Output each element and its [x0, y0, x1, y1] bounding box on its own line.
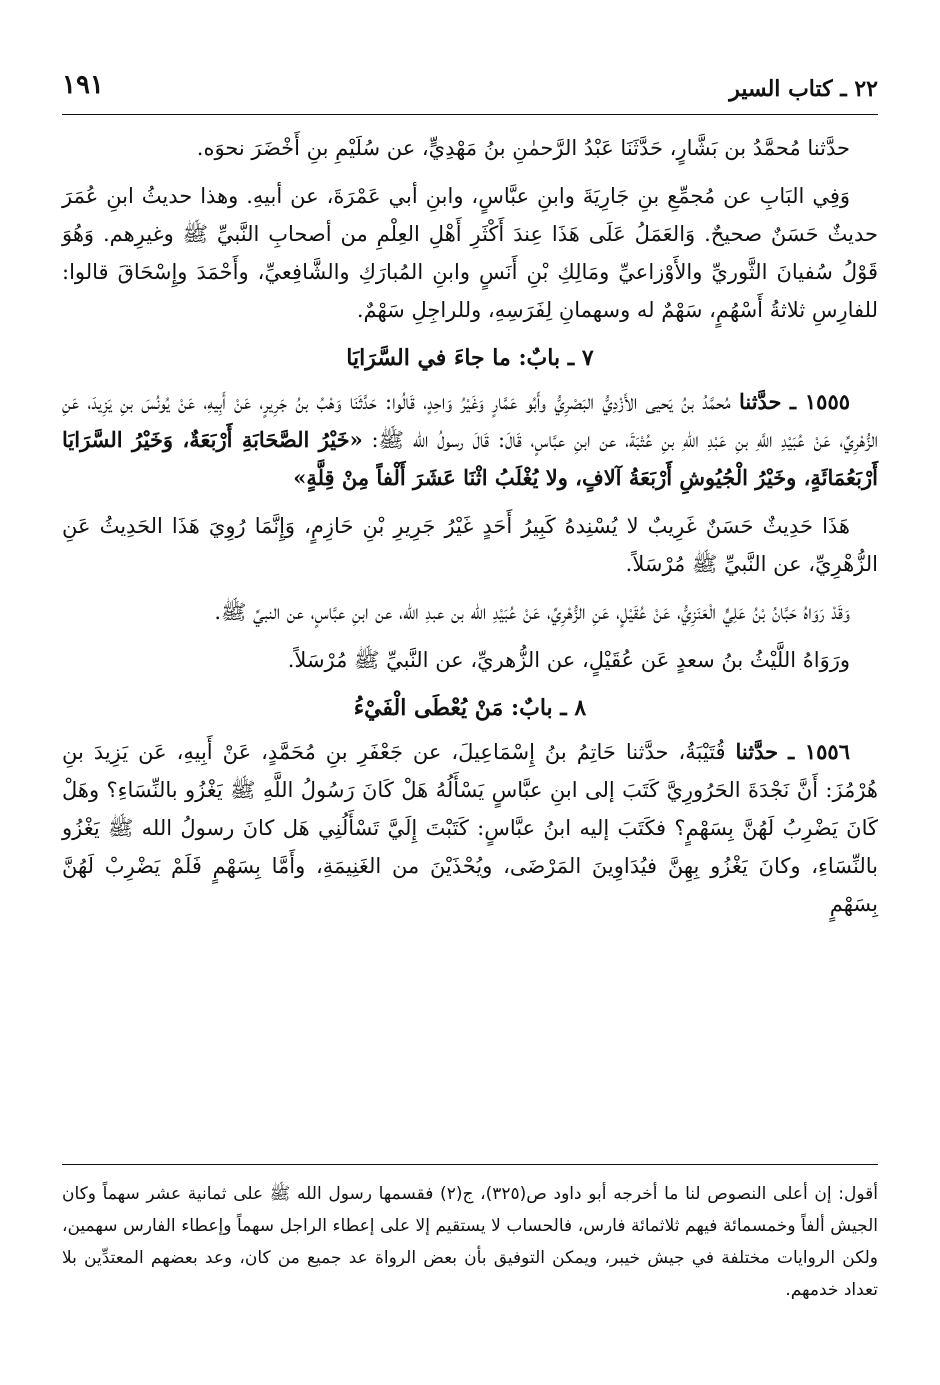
paragraph-grading: هَذَا حَدِيثٌ حَسَنٌ غَرِيبٌ لا يُسْنِدهُ كَبِيرُ أَحَدٍ غَيْرُ جَرِيرِ بْنِ حَازِمٍ، وَإِنَّمَا رُوِيَ هَذَا الحَدِيثُ عَنِ الزُّهْرِيِّ، عن النَّبيِّ ﷺ مُرْسَلاً.	[62, 514, 878, 576]
paragraph-riwaya-1: وَقَدْ رَوَاهُ حَبَّانُ بْنُ عَلِيٍّ الْعَنَزِيُّ، عَنْ عُقَيْلٍ، عَنِ الزُّهْرِيِّ، عَنْ عُبَيْدِ الله بن عبدِ الله، عن ابنِ عبَّاسٍ، عن النبيِّ ﷺ.	[214, 600, 850, 624]
hadith-number: ١٥٥٦ ـ	[788, 739, 850, 764]
page-number: ١٩١	[62, 70, 104, 100]
page-header	[62, 70, 878, 115]
hadith-1555	[62, 383, 878, 497]
main-text	[62, 129, 878, 923]
footnote: أقول: إن أعلى النصوص لنا ما أخرجه أبو داود ص(٣٢٥)، ج(٢) فقسمها رسول الله ﷺ على ثمانية عشر سهماً وكان الجيش ألفاً وخمسمائة فيهم ثلاثمائة فارس، فالحساب لا يستقيم إلا على إعطاء الراجل سهماً وإعطاء الفارس سهمين، ولكن الروايات مختلفة في جيش خيبر، ويمكن التوفيق بأن بعض الرواة عد جميع من كان، وعد بعضهم المعتدِّين بلا تعداد خدمهم.	[62, 1184, 878, 1300]
footnote-divider	[62, 1164, 878, 1165]
hadith-number: ١٥٥٥ ـ	[789, 389, 851, 414]
hadith-1556	[62, 733, 878, 923]
paragraph-commentary: وَفِي البَابِ عن مُجمِّعِ بنِ جَارِيَةَ وابنِ عبَّاسٍ، وابنِ أبي عَمْرَةَ، عن أبيهِ. وهذا حديثُ ابنِ عُمَرَ حديثٌ حَسَنٌ صحيحٌ. وَالعَمَلُ عَلَى هَذَا عِندَ أَكْثَرِ أَهْلِ العِلْمِ من أصحابِ النَّبيِّ ﷺ وغيرِهم. وَهُوَ قَوْلُ سُفيانَ الثَّوريِّ والأَوْزاعيِّ ومَالِكِ بْنِ أَنَسٍ وابنِ المُبارَكِ والشَّافِعيِّ، وأَحْمَدَ وإِسْحَاقَ قالوا: للفارِسِ ثلاثةُ أَسْهُمٍ، سَهْمٌ له وسهمانِ لِفَرَسِهِ، وللراجِلِ سَهْمٌ.	[62, 184, 878, 322]
paragraph-isnad-note: حدَّثنا مُحمَّدُ بن بَشَّارٍ، حَدَّثَنَا عَبْدُ الرَّحمٰنِ بنُ مَهْدِيٍّ، عن سُلَيْمِ بنِ أَخْضَرَ نحوَه.	[196, 136, 850, 160]
hadith-lead-word: حدَّثنا	[738, 389, 782, 414]
hadith-matn: «خَيْرُ الصَّحَابَةِ أَرْبَعَةٌ، وَخَيْرُ السَّرَايَا أَرْبَعُمَائَةٍ، وخَيْرُ الْجُيُوشِ أَرْبَعَةُ آلافٍ، ولا يُغْلَبُ اثْنَا عَشَرَ أَلْفاً مِنْ قِلَّةٍ»	[62, 427, 878, 490]
section-heading-bab-8: ٨ ـ بابٌ: مَنْ يُعْطَى الْفَيْءُ	[353, 695, 587, 721]
book-page	[62, 70, 878, 1350]
hadith-isnad: مُحمَّدُ بنُ يَحيى الأَزْدِيُّ البَصْرِيُّ وأَبُو عَمَّارٍ وَغَيْرُ وَاحِدٍ، قَالُوا: حَدَّثَنَا وَهْبُ بنُ جَرِيرٍ، عَنْ أَبِيهِ، عَنْ يُونُسَ بنِ يَزِيدَ، عَنِ الزُّهْرِيِّ، عَنْ عُبَيْدِ اللَّهِ بنِ عَبْدِ اللهِ بنِ عُتْبَةَ، عن ابنِ عبَّاسٍ، قَالَ: قَالَ رسولُ الله ﷺ:	[62, 390, 878, 452]
paragraph-riwaya-2: ورَوَاهُ اللَّيْثُ بنُ سعدٍ عَن عُقَيْلٍ، عن الزُّهريِّ، عن النَّبيِّ ﷺ مُرْسَلاً.	[287, 648, 850, 672]
hadith-lead-word: حدَّثنا	[735, 739, 779, 764]
section-heading-bab-7: ٧ ـ بابٌ: ما جاءَ في السَّرَايَا	[346, 345, 594, 371]
chapter-title: ٢٢ ـ كتاب السير	[729, 76, 878, 102]
hadith-text: قُتَيْبَةُ، حدَّثنا حَاتِمُ بنُ إِسْمَاعِيلَ، عن جَعْفَرِ بنِ مُحَمَّدٍ، عَنْ أَبِيهِ، عَن يَزِيدَ بنِ هُرْمُزَ: أَنَّ نَجْدَةَ الحَرُورِيَّ كَتَبَ إلى ابنِ عبَّاسٍ يَسْأَلُهُ هَلْ كَانَ رَسُولُ اللَّهِ ﷺ يَغْزُو بالنِّسَاءِ؟ وهَلْ كَانَ يَضْرِبُ لَهُنَّ بِسَهْمٍ؟ فكَتَبَ إليه ابنُ عبَّاسٍ: كَتَبْتَ إِلَيَّ تَسْأَلُنِي هَل كانَ رسولُ الله ﷺ يَغْزُو بالنِّسَاءِ، وكانَ يَغْزُو بِهِنَّ فيُدَاوِينَ المَرْضَى، ويُحْذَيْنَ من الغَنِيمَةِ، وأَمَّا بِسَهْمٍ فَلَمْ يَضْرِبْ لَهُنَّ بِسَهْمٍ	[62, 740, 878, 916]
